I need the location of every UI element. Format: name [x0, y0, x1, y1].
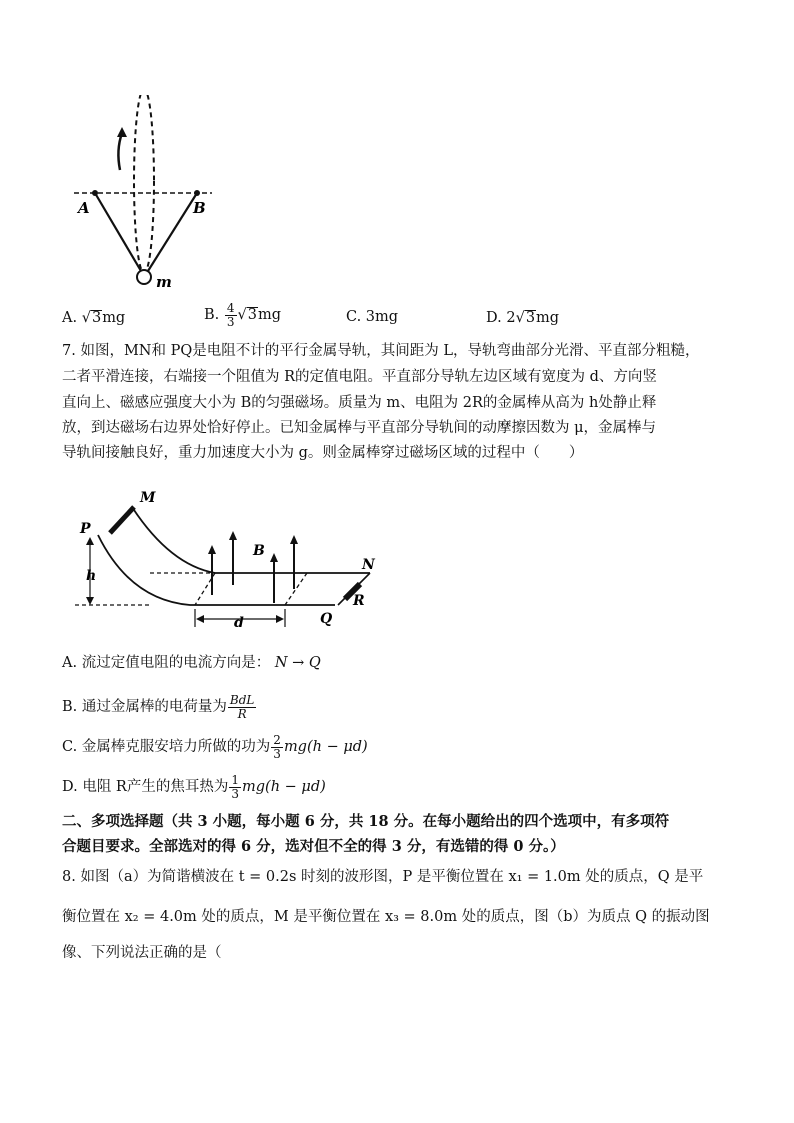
section-2-line-1: 二、多项选择题（共 3 小题，每小题 6 分，共 18 分。在每小题给出的四个选项中，有多项符 [62, 813, 670, 830]
section-2-line-2: 合题目要求。全部选对的得 6 分，选对但不全的得 3 分，有选错的得 0 分。） [62, 838, 565, 855]
label-m: m [156, 273, 172, 291]
q7-line-1: 7. 如图，MN和 PQ是电阻不计的平行金属导轨，其间距为 L，导轨弯曲部分光滑、平直部分粗糙， [62, 343, 700, 359]
q8-line-3: 像、下列说法正确的是（ [62, 945, 222, 961]
label-q: Q [320, 611, 333, 627]
q7-option-b: B. 通过金属棒的电荷量为 $\frac{\text{BdL}}{R}$ [62, 693, 255, 721]
q7-option-d: D. 电阻 R产生的焦耳热为 $\frac{1}{3}$ mg(h − μd) [62, 773, 326, 801]
figure-2 [70, 485, 390, 635]
label-d: d [234, 615, 244, 631]
label-a: A [78, 199, 90, 217]
q7-line-2: 二者平滑连接，右端接一个阻值为 R的定值电阻。平直部分导轨左边区域有宽度为 d、方向竖 [62, 369, 657, 385]
q7-line-3: 直向上、磁感应强度大小为 B的匀强磁场。质量为 m、电阻为 2R的金属棒从高为 h处静止释 [62, 395, 657, 411]
label-m: M [140, 490, 156, 506]
q6-option-a: A. √3mg [62, 310, 126, 326]
label-h: h [86, 568, 97, 584]
label-b: B [193, 199, 206, 217]
label-r: R [353, 593, 365, 609]
label-p: P [80, 521, 91, 537]
q6-option-b: B. $\frac{4}{3}$ √3mg [204, 301, 282, 329]
q8-line-2: 衡位置在 x₂ = 4.0m 处的质点，M 是平衡位置在 x₃ = 8.0m 处的质点，图（b）为质点 Q 的振动图 [62, 909, 710, 925]
q6-option-c: C. 3mg [346, 309, 399, 325]
q7-line-5: 导轨间接触良好，重力加速度大小为 g。则金属棒穿过磁场区域的过程中（ ） [62, 445, 584, 461]
q7-option-c: C. 金属棒克服安培力所做的功为 $\frac{2}{3}$ mg(h − μd) [62, 733, 368, 761]
label-n: N [362, 557, 375, 573]
q6-option-d: D. 2√3mg [486, 310, 560, 326]
figure-1 [60, 95, 230, 295]
q8-line-1: 8. 如图（a）为简谐横波在 t = 0.2s 时刻的波形图，P 是平衡位置在 x₁ = 1.0m 处的质点，Q 是平 [62, 869, 704, 885]
label-b: B [253, 543, 265, 559]
q7-line-4: 放，到达磁场右边界处恰好停止。已知金属棒与平直部分导轨间的动摩擦因数为 μ，金属棒与 [62, 420, 657, 436]
q7-option-a: A. 流过定值电阻的电流方向是： N → Q [62, 655, 321, 671]
